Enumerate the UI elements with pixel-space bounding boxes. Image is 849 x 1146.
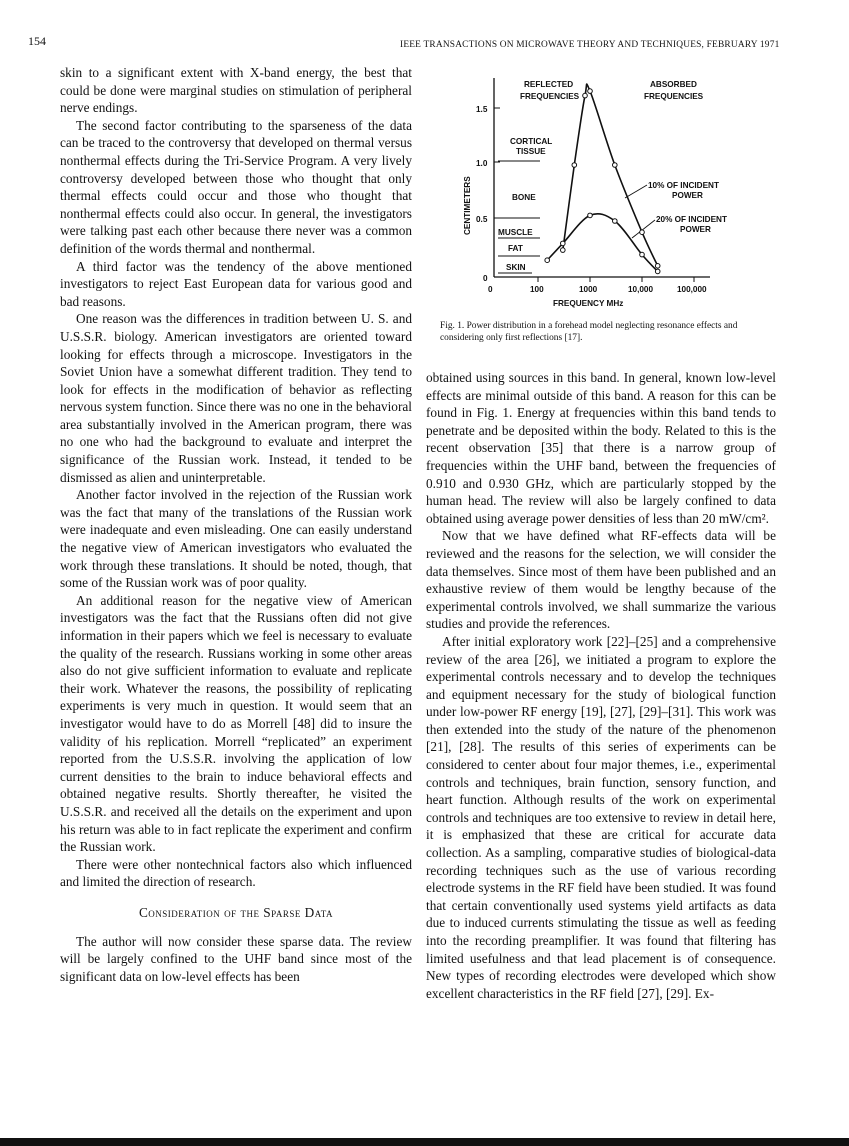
ytick-label: 1.0 bbox=[476, 159, 488, 168]
label-muscle: MUSCLE bbox=[498, 228, 533, 237]
paragraph: After initial exploratory work [22]–[25] and a comprehensive review of the area [26], we initiated a program to explore the experimental controls necessary and to develop the techniques and equipment necessary for the study of biological function under low-power RF energy [19], [27], [29]–[31]. This work was then extended into the study of the nature of the phenomenon [21], [28]. The results of this series of experiments can be considered to center about four major themes, i.e., experimental controls and techniques, brain function, sensory function, and heart function. Although results of the work on experimental controls and techniques are too extensive to review in detail here, it is emphasized that these are critical for accurate data collection. As a sampling, comparative studies of biological-data recording techniques such as the use of various recording electrode systems in the RF field have been studied. It was found that certain conventionally used systems yield artifacts as data due to induced currents stimulating the tissue as well as feeding into the recording preamplifier. It was found that filtering has limited usefulness and that lead placement is of consequence. New types of recording electrodes were developed which show excellent characteristics in the RF field [27], [29]. Ex- bbox=[426, 633, 776, 1001]
label-reflected: REFLECTED bbox=[524, 80, 574, 89]
data-point bbox=[613, 219, 618, 224]
left-column bbox=[60, 64, 412, 985]
xtick-label: 0 bbox=[488, 285, 493, 294]
data-point bbox=[588, 89, 593, 94]
ytick-label: 0 bbox=[483, 274, 488, 283]
section-heading: Consideration of the Sparse Data bbox=[138, 904, 334, 920]
ytick-label: 0.5 bbox=[476, 215, 488, 224]
label-cortical: CORTICAL bbox=[510, 137, 553, 146]
label-fat: FAT bbox=[508, 244, 523, 253]
power-distribution-chart bbox=[440, 70, 780, 320]
label-reflected: FREQUENCIES bbox=[520, 92, 580, 101]
data-point bbox=[588, 213, 593, 218]
paragraph: Now that we have defined what RF-effects data will be reviewed and the reasons for the selection, we will consider the data themselves. Since most of them have been published and an exhaustive review of them would be lengthy because of the experimental controls involved, we shall summarize the various studies and provide the references. bbox=[426, 528, 776, 632]
label-skin: SKIN bbox=[506, 263, 526, 272]
running-head: IEEE TRANSACTIONS ON MICROWAVE THEORY AND TECHNIQUES, FEBRUARY 1971 bbox=[400, 40, 780, 50]
data-point bbox=[545, 258, 550, 263]
data-point bbox=[572, 163, 577, 168]
figure-1 bbox=[440, 70, 780, 360]
label-20pct: POWER bbox=[680, 225, 711, 234]
page-bottom-edge bbox=[0, 1138, 849, 1146]
label-bone: BONE bbox=[512, 193, 536, 202]
label-10pct: 10% OF INCIDENT bbox=[648, 181, 719, 190]
xtick-label: 10,000 bbox=[628, 285, 654, 294]
paragraph: There were other nontechnical factors also which influenced and limited the direction of research. bbox=[60, 856, 412, 890]
paragraph: One reason was the differences in tradition between U. S. and U.S.S.R. biology. American investigators are oriented toward looking for effects through a microscope. Investigators in the Soviet Union have a somewhat different tradition. They tend to look for effects in the modification of behavior as reflecting nervous system function. Since there was no one in the behavioral area substantially involved in the American program, there was no one who had the background to evaluate and interpret the significance of the Russian work. Instead, it tended to be dismissed as alien and uninterpretable. bbox=[60, 311, 412, 485]
xtick-label: 1000 bbox=[579, 285, 598, 294]
xtick-label: 100,000 bbox=[677, 285, 707, 294]
paragraph: An additional reason for the negative view of American investigators was the fact that the Russians often did not give information in their papers which we feel is necessary to evaluate the quality of the research. Russians working in some other areas also do not give sufficient information to evaluate and replicate their work. Whatever the reasons, the possibility of replicating experiments is very much in question. It would seem that an investigator would have to do as Morrell [48] did to insure the validity of his replication. Morrell “replicated” an experiment reported from the U.S.S.R. involving the application of low current densities to the brain to induce behavioral effects and obtained negative results. Shortly thereafter, he visited the U.S.S.R. and received all the details on the experiment and upon his return was able to in fact replicate the experiment and confirm the Russian work. bbox=[60, 592, 412, 855]
paragraph: skin to a significant extent with X-band energy, the best that could be done were marginal studies on stimulation of peripheral nerve endings. bbox=[60, 65, 412, 116]
paragraph: The second factor contributing to the sparseness of the data can be traced to the controversy that developed on thermal versus nonthermal effects during the Tri-Service Program. A very lively controversy developed between those who thought that only thermal effects could occur and those who thought that nonthermal effects could also occur. In general, the investigators were talking past each other because there never was a common definition of the words thermal and nonthermal. bbox=[60, 117, 412, 256]
label-absorbed: ABSORBED bbox=[650, 80, 697, 89]
page-number: 154 bbox=[28, 34, 46, 48]
data-point bbox=[655, 264, 660, 269]
xtick-label: 100 bbox=[530, 285, 544, 294]
series-line-1 bbox=[563, 84, 658, 266]
paragraph: Another factor involved in the rejection of the Russian work was the fact that many of the translations of the Russian work were inadequate and even misleading. One can easily understand the negative view of American investigators who evaluated the work through these translations. It should be noted, though, that some of the Russian work was of poor quality. bbox=[60, 487, 412, 591]
x-axis-label: FREQUENCY MHz bbox=[553, 299, 624, 308]
figure-caption: Fig. 1. Power distribution in a forehead model neglecting resonance effects and considering only first reflections [17]. bbox=[440, 321, 738, 343]
data-point bbox=[640, 252, 645, 257]
data-point bbox=[561, 248, 566, 253]
series-layer bbox=[545, 84, 660, 274]
label-20pct: 20% OF INCIDENT bbox=[656, 215, 727, 224]
paragraph: obtained using sources in this band. In general, known low-level effects are minimal outside of this band. A reason for this can be found in Fig. 1. Energy at frequencies within this band tends to penetrate and be deposited within the body. Related to this is the recent observation [35] that there is a narrow group of frequencies within the UHF band, between the frequencies of 0.910 and 0.930 GHz, which are particularly stopped by the human head. The review will also be largely confined to data obtained using average power densities of less than 20 mW/cm². bbox=[426, 370, 776, 526]
label-10pct: POWER bbox=[672, 191, 703, 200]
ytick-label: 1.5 bbox=[476, 105, 488, 114]
paragraph: A third factor was the tendency of the above mentioned investigators to reject East European data for various good and bad reasons. bbox=[60, 258, 412, 309]
paragraph: The author will now consider these sparse data. The review will be largely confined to the UHF band since most of the significant data on low-level effects has been bbox=[60, 933, 412, 984]
data-point bbox=[640, 230, 645, 235]
y-axis-label: CENTIMETERS bbox=[463, 176, 472, 235]
data-point bbox=[613, 163, 618, 168]
data-point bbox=[655, 269, 660, 274]
label-absorbed: FREQUENCIES bbox=[644, 92, 704, 101]
data-point bbox=[583, 93, 588, 98]
right-column bbox=[426, 369, 776, 1002]
label-cortical: TISSUE bbox=[516, 147, 546, 156]
data-point bbox=[561, 241, 566, 246]
